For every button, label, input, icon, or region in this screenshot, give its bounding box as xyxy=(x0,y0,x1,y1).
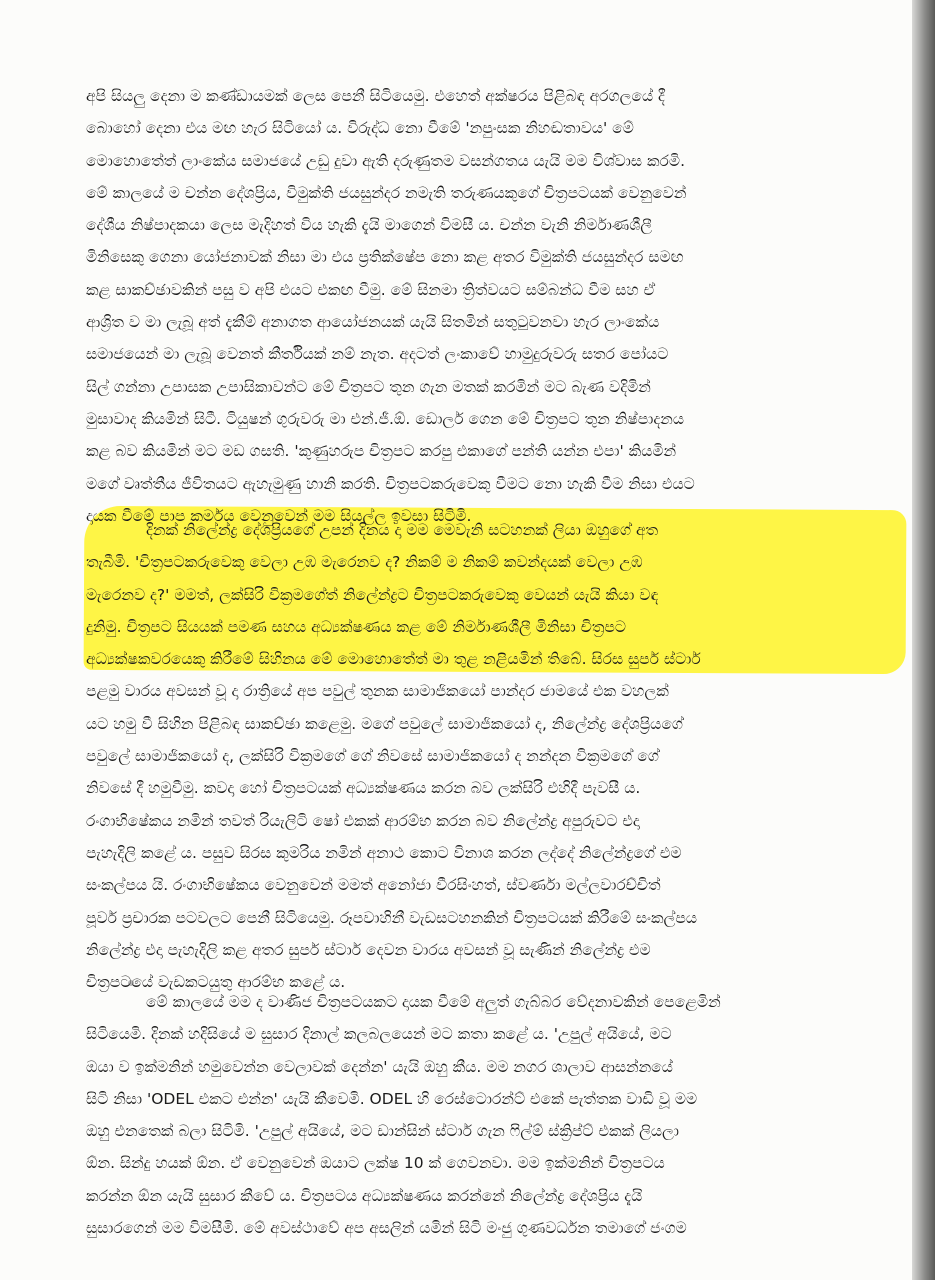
paragraph-2-line: පැහැදිලි කළේ ය. පසුව සිරස කුමරිය නමින් අනාථ කොට විනාශ කරන ලද්දේ නිලේන්ද්‍රගේ එම xyxy=(86,843,682,862)
paragraph-3-line: ඕන. සින්දු හයක් ඕන. ඒ වෙනුවෙන් ඔයාට ලක්ෂ 10 ක් ගෙවනවා. මම ඉක්මනින් චිත්‍රපටය xyxy=(86,1154,665,1173)
paragraph-2-line: පළමු වාරය අවසන් වූ දා රාත්‍රියේ අප පවුල් තුනක සාමාජිකයෝ පාන්දර ජාමයේ එක වහලක් xyxy=(86,682,669,701)
paragraph-1-line: කළ බව කියමින් මට මඩ ගසති. 'කුණුහරුප චිත්‍රපට කරපු එකාගේ පන්ති යන්න එපා' කියමින් xyxy=(86,442,677,461)
paragraph-3-line: කරන්න ඕන යැයි සුසාර කීවේ ය. චිත්‍රපටය අධ්‍යක්ෂණය කරන්නේ නිලේන්ද්‍ර දේශප්‍රිය දැයි xyxy=(86,1186,643,1205)
paragraph-1-line: ආශ්‍රිත ව මා ලැබූ අත් දැකීම් අනාගත ආයෝජනයක් යැයි සිතමින් සතුටුවනවා හැර ලාංකේය xyxy=(86,313,660,332)
paragraph-1 xyxy=(86,80,890,532)
paragraph-2 xyxy=(86,514,890,998)
paragraph-2-line: නිවසේ දී හමුවීමු. කවදා හෝ චිත්‍රපටයක් අධ්‍යක්ෂණය කරන බව ලක්සිරි එහිදී පැවසී ය. xyxy=(86,779,641,798)
highlighted-line: මැරෙනව ද?' මමත්, ලක්සිරි වික්‍රමගේත් නිලේන්ද්‍රට චිත්‍රපටකරුවෙකු වෙයන් යැයි කියා වඳ xyxy=(86,585,659,604)
paragraph-2-line: චිත්‍රපටයේ වැඩකටයුතු ආරම්භ කළේ ය. xyxy=(86,973,346,992)
paragraph-1-line: මිනිසෙකු ගෙනා යෝජනාවක් නිසා මා එය ප්‍රතික්ෂේප නො කළ අතර විමුක්ති ජයසුන්දර සමඟ xyxy=(86,248,684,267)
highlighted-line: අධ්‍යක්ෂකවරයෙකු කිරීමේ සිහිනය මේ මොහොතේත් මා තුළ නළියමින් තිබේ. සිරස සුපර් ස්ටාර් xyxy=(86,650,701,669)
paragraph-1-line: මගේ වෘත්තීය ජීවිතයට ඇහැමුණු හානි කරති. චිත්‍රපටකරුවෙකු වීමට නො හැකි වීම නිසා එයට xyxy=(86,474,695,493)
highlighted-line: දිනක් නිලේන්ද්‍ර දේශප්‍රියගේ උපන් දිනය දා මම මෙවැනි සටහනක් ලියා ඔහුගේ අත xyxy=(146,521,659,539)
paragraph-2-line: පවුලේ සාමාජිකයෝ ද, ලක්සිරි වික්‍රමගේ ගේ නිවසේ සාමාජිකයෝ ද නන්දන වික්‍රමගේ ගේ xyxy=(86,747,659,766)
paragraph-1-line: සමාජයෙන් මා ලැබූ වෙනත් කීර්තියක් නම් නැත. අදටත් ලංකාවේ හාමුදුරුවරු සතර පෝයට xyxy=(86,345,669,364)
paragraph-3-line: සිටි නිසා 'ODEL එකට එන්න' යැයි කීවෙමි. ODEL හි රෙස්ටොරන්ට් එකේ පැත්තක වාඩි වූ මම xyxy=(86,1089,698,1108)
paragraph-2-line: යට හමු වී සිහින පිළිබඳ සාකච්ඡා කළෙමු. මගේ පවුලේ සාමාජිකයෝ ද, නිලේන්ද්‍ර දේශප්‍රියගේ xyxy=(86,714,683,733)
paragraph-2-line: සංකල්පය යි. රංගාභිෂේකය වෙනුවෙන් මමත් අනෝජා වීරසිංහත්, ස්වර්ණා මල්ලවාරච්චිත් xyxy=(86,876,661,895)
paragraph-1-line: බොහෝ දෙනා එය මඟ හැර සිටියෝ ය. විරුද්ධ නො වීමේ 'නපුංසක නිහඬතාවය' මේ xyxy=(86,119,634,138)
paragraph-3-line: සිටියෙමි. දිනක් හදිසියේ ම සුසාර දිනාල් කලබලයෙන් මට කතා කළේ ය. 'උපුල් අයියේ, මට xyxy=(86,1025,672,1044)
paragraph-3-line: මේ කාලයේ මම ද වාණිජ චිත්‍රපටයකට දායක වීමේ අලුත් ගැබ්බර වේදනාවකින් පෙළෙමින් xyxy=(146,993,721,1011)
paragraph-2-line: පූර්ව ප්‍රචාරක පටවලට පෙනී සිටියෙමු. රූපවාහිනී වැඩසටහනකින් චිත්‍රපටයක් කිරීමේ සංකල්පය xyxy=(86,908,698,927)
paragraph-3-line: ඔහු එනතෙක් බලා සිටිමි. 'උපුල් අයියේ, මට ඩාන්සින් ස්ටාර් ගැන ෆිල්ම් ස්ක්‍රිප්ට් එකක් ලියලා xyxy=(86,1122,679,1141)
paragraph-1-line: මුසාවාද කියමින් සිටී. ටියුෂන් ගුරුවරු මා එන්.ජී.ඕ. ඩොලර් ගෙන මේ චිත්‍රපට තුන නිෂ්පාදනය xyxy=(86,409,684,428)
highlighted-line: තැබීමි. 'චිත්‍රපටකරුවෙකු වෙලා උඹ මැරෙනව ද? නිකම් ම නිකම් කවන්දයක් වෙලා උඹ xyxy=(86,553,643,572)
page-edge-shadow xyxy=(912,0,935,1280)
paragraph-3 xyxy=(86,986,890,1244)
highlighted-line: දුනිමු. චිත්‍රපට සියයක් පමණ සහය අධ්‍යක්ෂණය කළ මේ නිර්මාණශීලී මිනිසා චිත්‍රපට xyxy=(86,617,627,636)
paragraph-1-line: මේ කාලයේ ම චන්න දේශප්‍රිය, විමුක්ති ජයසුන්දර නමැති තරුණයකුගේ චිත්‍රපටයක් වෙනුවෙන් xyxy=(86,183,687,202)
paragraph-2-line: රංගාභිෂේකය නමින් තවත් රියැලිටි ෂෝ එකක් ආරම්භ කරන බව නිලේන්ද්‍ර අපුරුවට එදා xyxy=(86,811,640,830)
paragraph-1-line: දේශීය නිෂ්පාදකයා ලෙස මැදිහත් විය හැකි දැයි මාගෙන් විමසී ය. චන්න වැනි නිර්මාණශීලී xyxy=(86,216,653,235)
paragraph-2-line: නිලේන්ද්‍ර එදා පැහැදිලි කළ අතර සුපර් ස්ටාර් දෙවන වාරය අවසන් වූ සැණින් නිලේන්ද්‍ර එම xyxy=(86,940,651,959)
paragraph-1-line: දායක වීමේ පාප කර්මය වෙනුවෙන් මම සියල්ල ඉවසා සිටිමි. xyxy=(86,506,472,525)
paragraph-3-line: සුසාරගෙන් මම විමසීමි. මේ අවස්ථාවේ අප අසලින් යමින් සිටි මංජු ගුණවර්ධන තමාගේ ජංගම xyxy=(86,1219,687,1238)
paragraph-1-line: අපි සියලු දෙනා ම කණ්ඩායමක් ලෙස පෙනී සිටියෙමු. එහෙත් අක්ෂරය පිළිබඳ අරගලයේ දී xyxy=(86,87,665,105)
paragraph-1-line: කළ සාකච්ඡාවකින් පසු ව අපි එයට එකඟ වීමු. මේ සිනමා ත්‍රිත්වයට සම්බන්ධ වීම සහ ඒ xyxy=(86,280,656,299)
paragraph-1-line: සිල් ගන්නා උපාසක උපාසිකාවන්ට මේ චිත්‍රපට තුන ගැන මතක් කරමින් මට බැණ වදිමින් xyxy=(86,377,651,396)
paragraph-3-line: ඔයා ව ඉක්මනින් හමුවෙන්න වෙලාවක් දෙන්න' යැයි ඔහු කීය. මම නගර ශාලාව ආසන්නයේ xyxy=(86,1057,673,1076)
paragraph-1-line: මොහොතේත් ලාංකේය සමාජයේ උඩු දුවා ඇති දරුණුතම වසන්ගතය යැයි මම විශ්වාස කරමි. xyxy=(86,151,685,170)
